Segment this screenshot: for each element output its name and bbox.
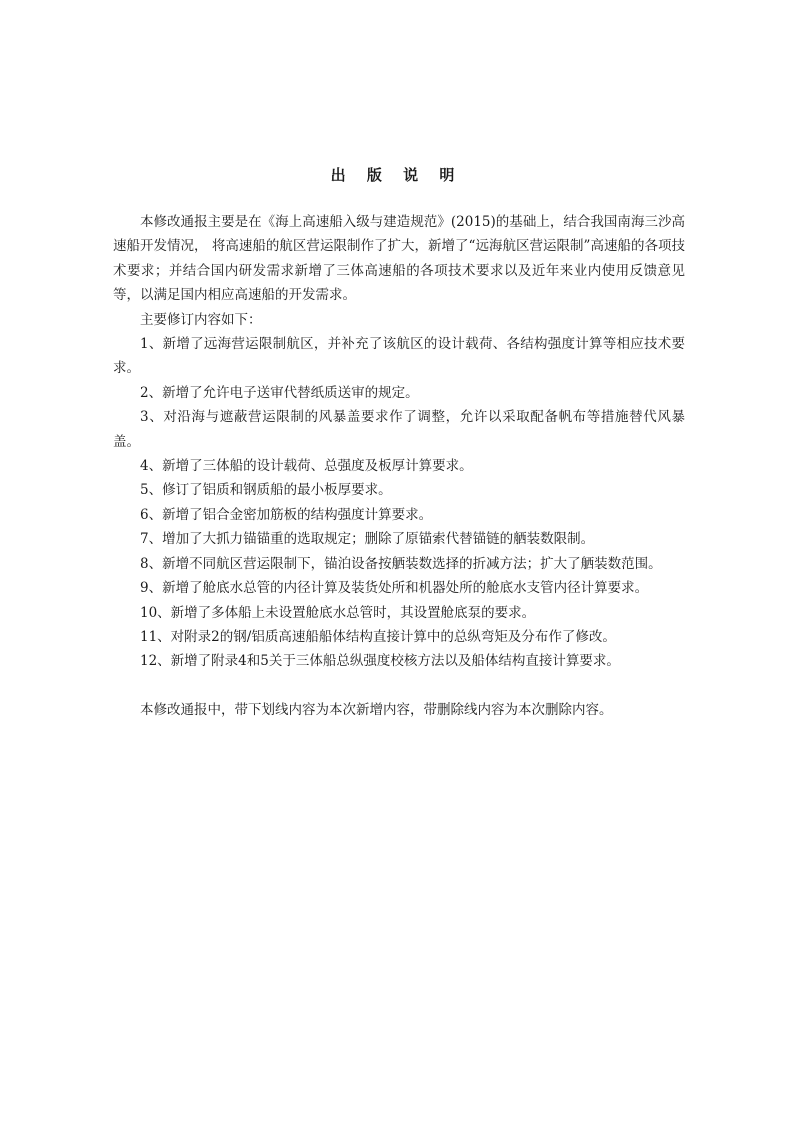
list-item-6: 6、新增了铝合金密加筋板的结构强度计算要求。 [140,506,433,523]
intro-paragraph: 本修改通报主要是在《海上高速船入级与建造规范》(2015)的基础上，结合我国南海三沙高速船开发情况， 将高速船的航区营运限制作了扩大，新增了“远海航区营运限制”高速船的各项技术要求；并结合国内研发需求新增了三体高速船的各项技术要求以及近年来业内使用反馈意见等，以满足国内相应高速船的开发需求。 [113,214,685,304]
list-heading: 主要修订内容如下： [140,311,262,328]
list-item-3: 3、对沿海与遮蔽营运限制的风暴盖要求作了调整，允许以采取配备帆布等措施替代风暴盖。 [113,409,685,450]
list-item-10: 10、新增了多体船上未设置舱底水总管时，其设置舱底泵的要求。 [140,604,536,621]
list-item-12: 12、新增了附录4和5关于三体船总纵强度校核方法以及船体结构直接计算要求。 [140,653,620,670]
list-item-7: 7、增加了大抓力锚锚重的选取规定；删除了原锚索代替锚链的舾装数限制。 [140,531,595,548]
list-item-1: 1、新增了远海营运限制航区，并补充了该航区的设计载荷、各结构强度计算等相应技术要求。 [113,336,685,377]
page-title: 出 版 说 明 [330,166,463,184]
list-item-11: 11、对附录2的钢/铝质高速船船体结构直接计算中的总纵弯矩及分布作了修改。 [140,628,616,645]
list-item-8: 8、新增不同航区营运限制下，锚泊设备按舾装数选择的折减方法；扩大了舾装数范围。 [140,555,662,572]
list-item-2: 2、新增了允许电子送审代替纸质送审的规定。 [140,384,419,401]
document-body [113,210,685,722]
closing-note: 本修改通报中，带下划线内容为本次新增内容，带删除线内容为本次删除内容。 [140,701,613,718]
list-item-4: 4、新增了三体船的设计载荷、总强度及板厚计算要求。 [140,458,473,475]
list-item-9: 9、新增了舱底水总管的内径计算及装货处所和机器处所的舱底水支管内径计算要求。 [140,580,649,597]
list-item-5: 5、修订了铝质和钢质船的最小板厚要求。 [140,482,392,499]
